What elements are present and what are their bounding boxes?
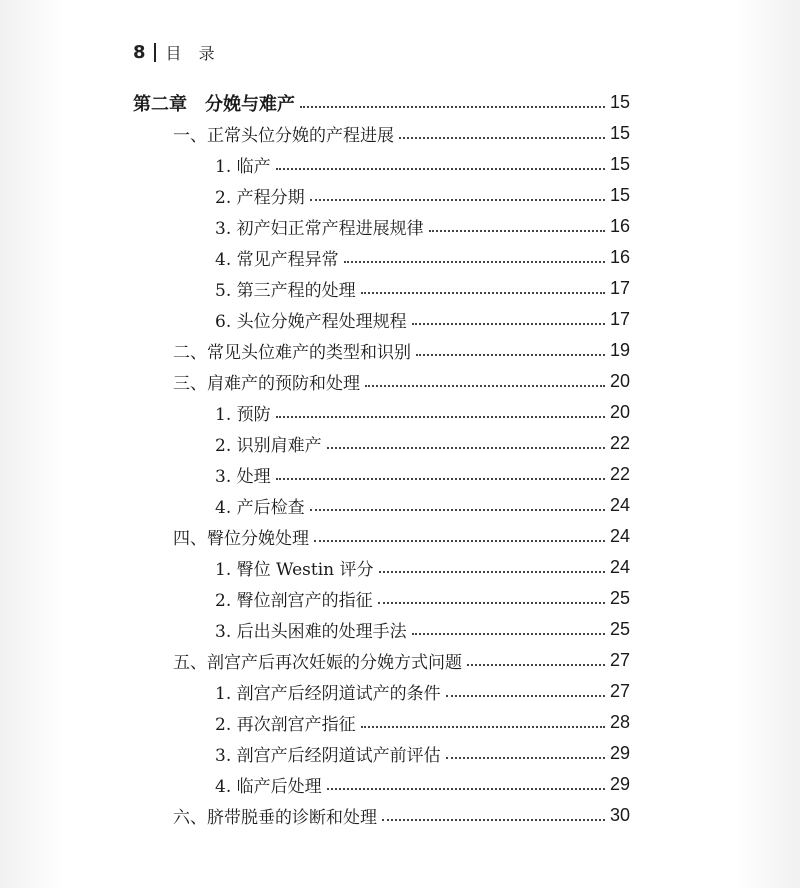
toc-entry-page-number: 22 bbox=[609, 433, 630, 453]
toc-dot-leader bbox=[399, 137, 605, 139]
toc-section-row[interactable] bbox=[133, 800, 630, 831]
toc-entry-page-number: 28 bbox=[609, 712, 630, 732]
toc-entry-title: 五、剖宫产后再次妊娠的分娩方式问题 bbox=[173, 653, 462, 673]
toc-entry-title: 四、臀位分娩处理 bbox=[173, 529, 309, 549]
header-title: 目 录 bbox=[165, 43, 221, 63]
toc-entry-title: 2. 产程分期 bbox=[215, 188, 305, 208]
toc-section-row[interactable] bbox=[133, 118, 630, 149]
toc-entry-page-number: 27 bbox=[609, 681, 630, 701]
page-header bbox=[133, 40, 221, 64]
toc-entry-page-number: 25 bbox=[609, 588, 630, 608]
toc-dot-leader bbox=[379, 571, 605, 573]
toc-entry-title: 6. 头位分娩产程处理规程 bbox=[215, 312, 407, 332]
toc-entry-title: 1. 预防 bbox=[215, 405, 271, 425]
toc-subsection-row[interactable] bbox=[133, 614, 630, 645]
page-edge-right bbox=[738, 0, 800, 888]
toc-entry-title: 5. 第三产程的处理 bbox=[215, 281, 356, 301]
header-divider bbox=[154, 43, 156, 62]
toc-dot-leader bbox=[314, 540, 605, 542]
toc-subsection-row[interactable] bbox=[133, 583, 630, 614]
toc-entry-page-number: 22 bbox=[609, 464, 630, 484]
toc-dot-leader bbox=[365, 385, 605, 387]
toc-dot-leader bbox=[310, 509, 605, 511]
toc-dot-leader bbox=[446, 695, 605, 697]
toc-entry-title: 2. 识别肩难产 bbox=[215, 436, 322, 456]
toc-dot-leader bbox=[467, 664, 605, 666]
toc-subsection-row[interactable] bbox=[133, 149, 630, 180]
toc-dot-leader bbox=[361, 292, 605, 294]
toc-entry-page-number: 16 bbox=[609, 216, 630, 236]
table-of-contents bbox=[133, 87, 630, 831]
toc-subsection-row[interactable] bbox=[133, 397, 630, 428]
toc-dot-leader bbox=[310, 199, 605, 201]
toc-entry-title: 3. 处理 bbox=[215, 467, 271, 487]
toc-subsection-row[interactable] bbox=[133, 738, 630, 769]
toc-entry-page-number: 29 bbox=[609, 743, 630, 763]
toc-subsection-row[interactable] bbox=[133, 552, 630, 583]
toc-entry-title: 一、正常头位分娩的产程进展 bbox=[173, 126, 394, 146]
toc-entry-title: 2. 再次剖宫产指征 bbox=[215, 715, 356, 735]
toc-subsection-row[interactable] bbox=[133, 676, 630, 707]
toc-dot-leader bbox=[361, 726, 605, 728]
toc-subsection-row[interactable] bbox=[133, 180, 630, 211]
toc-section-row[interactable] bbox=[133, 366, 630, 397]
toc-entry-title: 2. 臀位剖宫产的指征 bbox=[215, 591, 373, 611]
toc-entry-title: 1. 臀位 Westin 评分 bbox=[215, 560, 374, 580]
toc-entry-title: 三、肩难产的预防和处理 bbox=[173, 374, 360, 394]
toc-section-row[interactable] bbox=[133, 335, 630, 366]
toc-subsection-row[interactable] bbox=[133, 769, 630, 800]
toc-dot-leader bbox=[327, 447, 605, 449]
toc-entry-title: 六、脐带脱垂的诊断和处理 bbox=[173, 808, 377, 828]
toc-dot-leader bbox=[276, 168, 605, 170]
toc-dot-leader bbox=[446, 757, 605, 759]
toc-subsection-row[interactable] bbox=[133, 242, 630, 273]
toc-chapter-row[interactable] bbox=[133, 87, 630, 118]
toc-entry-title: 3. 初产妇正常产程进展规律 bbox=[215, 219, 424, 239]
toc-dot-leader bbox=[378, 602, 605, 604]
toc-dot-leader bbox=[412, 323, 605, 325]
toc-subsection-row[interactable] bbox=[133, 459, 630, 490]
toc-entry-page-number: 24 bbox=[609, 495, 630, 515]
toc-entry-page-number: 15 bbox=[609, 92, 630, 112]
toc-entry-page-number: 19 bbox=[609, 340, 630, 360]
toc-dot-leader bbox=[327, 788, 605, 790]
toc-entry-page-number: 15 bbox=[609, 123, 630, 143]
toc-entry-page-number: 17 bbox=[609, 309, 630, 329]
toc-dot-leader bbox=[276, 416, 605, 418]
toc-entry-title: 1. 剖宫产后经阴道试产的条件 bbox=[215, 684, 441, 704]
toc-dot-leader bbox=[416, 354, 605, 356]
toc-entry-title: 4. 常见产程异常 bbox=[215, 250, 339, 270]
toc-entry-page-number: 16 bbox=[609, 247, 630, 267]
toc-subsection-row[interactable] bbox=[133, 707, 630, 738]
toc-entry-page-number: 15 bbox=[609, 185, 630, 205]
toc-dot-leader bbox=[382, 819, 605, 821]
toc-subsection-row[interactable] bbox=[133, 273, 630, 304]
toc-dot-leader bbox=[276, 478, 605, 480]
page-edge-left bbox=[0, 0, 62, 888]
toc-entry-page-number: 30 bbox=[609, 805, 630, 825]
toc-entry-page-number: 20 bbox=[609, 402, 630, 422]
toc-entry-title: 3. 后出头困难的处理手法 bbox=[215, 622, 407, 642]
toc-dot-leader bbox=[429, 230, 605, 232]
toc-dot-leader bbox=[412, 633, 605, 635]
toc-entry-page-number: 15 bbox=[609, 154, 630, 174]
toc-entry-title: 1. 临产 bbox=[215, 157, 271, 177]
toc-section-row[interactable] bbox=[133, 645, 630, 676]
toc-entry-title: 3. 剖宫产后经阴道试产前评估 bbox=[215, 746, 441, 766]
toc-entry-page-number: 29 bbox=[609, 774, 630, 794]
toc-entry-page-number: 25 bbox=[609, 619, 630, 639]
toc-dot-leader bbox=[344, 261, 605, 263]
toc-subsection-row[interactable] bbox=[133, 490, 630, 521]
toc-section-row[interactable] bbox=[133, 521, 630, 552]
page-number: 8 bbox=[133, 41, 146, 63]
toc-entry-page-number: 24 bbox=[609, 557, 630, 577]
toc-entry-title: 二、常见头位难产的类型和识别 bbox=[173, 343, 411, 363]
toc-entry-page-number: 24 bbox=[609, 526, 630, 546]
toc-subsection-row[interactable] bbox=[133, 211, 630, 242]
toc-entry-page-number: 17 bbox=[609, 278, 630, 298]
toc-subsection-row[interactable] bbox=[133, 428, 630, 459]
toc-entry-title: 4. 临产后处理 bbox=[215, 777, 322, 797]
toc-entry-page-number: 20 bbox=[609, 371, 630, 391]
toc-entry-page-number: 27 bbox=[609, 650, 630, 670]
toc-entry-title: 4. 产后检查 bbox=[215, 498, 305, 518]
toc-subsection-row[interactable] bbox=[133, 304, 630, 335]
toc-dot-leader bbox=[300, 106, 605, 108]
toc-entry-title: 第二章 分娩与难产 bbox=[133, 93, 295, 115]
